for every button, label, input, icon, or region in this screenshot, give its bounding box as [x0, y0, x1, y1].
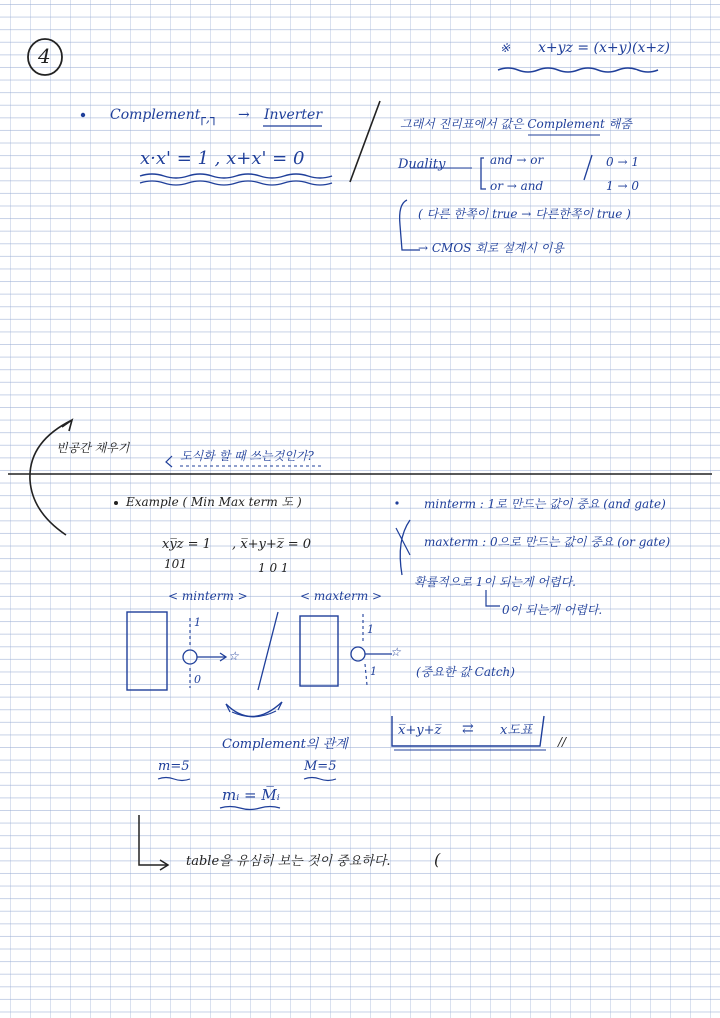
bullet-dot-example: [114, 501, 118, 505]
maxterm-one: 1: [367, 623, 374, 636]
m-equals-5: m=5: [158, 759, 190, 774]
swap-arrows-icon: ⇄: [462, 721, 474, 737]
header-marker: ※: [500, 41, 511, 55]
maxterm-box: [300, 616, 338, 686]
curved-arrow: [30, 420, 72, 535]
header-underline: [498, 68, 658, 72]
minterm-bits: 101: [164, 557, 187, 571]
example-title: Example ( Min Max term 도 ): [126, 495, 302, 509]
minterm-one: 1: [194, 616, 201, 629]
boxed-expression: x̅+y+z̅: [398, 723, 442, 738]
complement-label: Complement: [110, 107, 201, 123]
maxterm-bits: 1 0 1: [258, 561, 289, 575]
maxterm-label: < maxterm >: [300, 589, 383, 603]
page-number: 4: [38, 44, 51, 68]
mi-equals-Mi: mᵢ = M̅ᵢ: [222, 786, 280, 804]
probability-one-note: 확률적으로 1이 되는게 어렵다.: [414, 575, 576, 589]
fill-blank-note: 빈공간 채우기: [56, 441, 130, 455]
complement-relation: Complement의 관계: [222, 737, 348, 752]
duality-1-0: 1 → 0: [606, 179, 639, 193]
maxterm-one-b: 1: [370, 665, 377, 678]
duality-0-1: 0 → 1: [606, 155, 639, 169]
slash-divider: [350, 101, 380, 182]
cmos-note: → CMOS 회로 설계시 이용: [418, 241, 564, 255]
double-slash: //: [558, 735, 567, 749]
complement-symbol: ┌,┐: [198, 111, 218, 126]
when-drawing-note: 도식화 할 때 쓰는것인가?: [180, 449, 314, 463]
minterm-box: [127, 612, 167, 690]
maxterm-note: maxterm : 0으로 만드는 값이 중요 (or gate): [424, 535, 671, 549]
minterm-equation: xy̅z = 1: [162, 537, 211, 552]
minterm-zero: 0: [194, 673, 201, 686]
minterm-note: minterm : 1로 만드는 값이 중요 (and gate): [424, 497, 666, 511]
header-formula: x+yz = (x+y)(x+z): [538, 40, 670, 56]
duality-label: Duality: [398, 157, 446, 172]
bullet-dot-top: [81, 113, 85, 117]
duality-and-or: and → or: [490, 153, 544, 167]
table-note: table을 유심히 보는 것이 중요하다.: [186, 854, 391, 869]
minterm-label: < minterm >: [168, 589, 248, 603]
star-icon-right: ☆: [390, 645, 401, 659]
inverter-label: Inverter: [264, 107, 323, 123]
identity-underline: [140, 174, 332, 178]
important-value-note: (중요한 값 Catch): [416, 665, 515, 679]
maxterm-equation: , x̅+y+z̅ = 0: [232, 537, 312, 552]
arrow-right-icon: →: [238, 107, 250, 123]
different-side-note: ( 다른 한쪽이 true → 다른한쪽이 true ): [418, 207, 631, 221]
probability-zero-note: 0이 되는게 어렵다.: [502, 603, 603, 617]
trailing-paren: (: [434, 850, 441, 869]
star-icon-left: ☆: [228, 649, 239, 663]
duality-or-and: or → and: [490, 179, 544, 193]
M-equals-5: M=5: [304, 759, 337, 774]
swap-arc: [226, 702, 282, 717]
bottom-arrow: [139, 815, 168, 865]
identity-equation: x·x' = 1 , x+x' = 0: [140, 148, 305, 169]
truth-table-note: 그래서 진리표에서 값은 Complement 해줌: [400, 117, 632, 131]
boxed-right: x도표: [500, 723, 533, 738]
